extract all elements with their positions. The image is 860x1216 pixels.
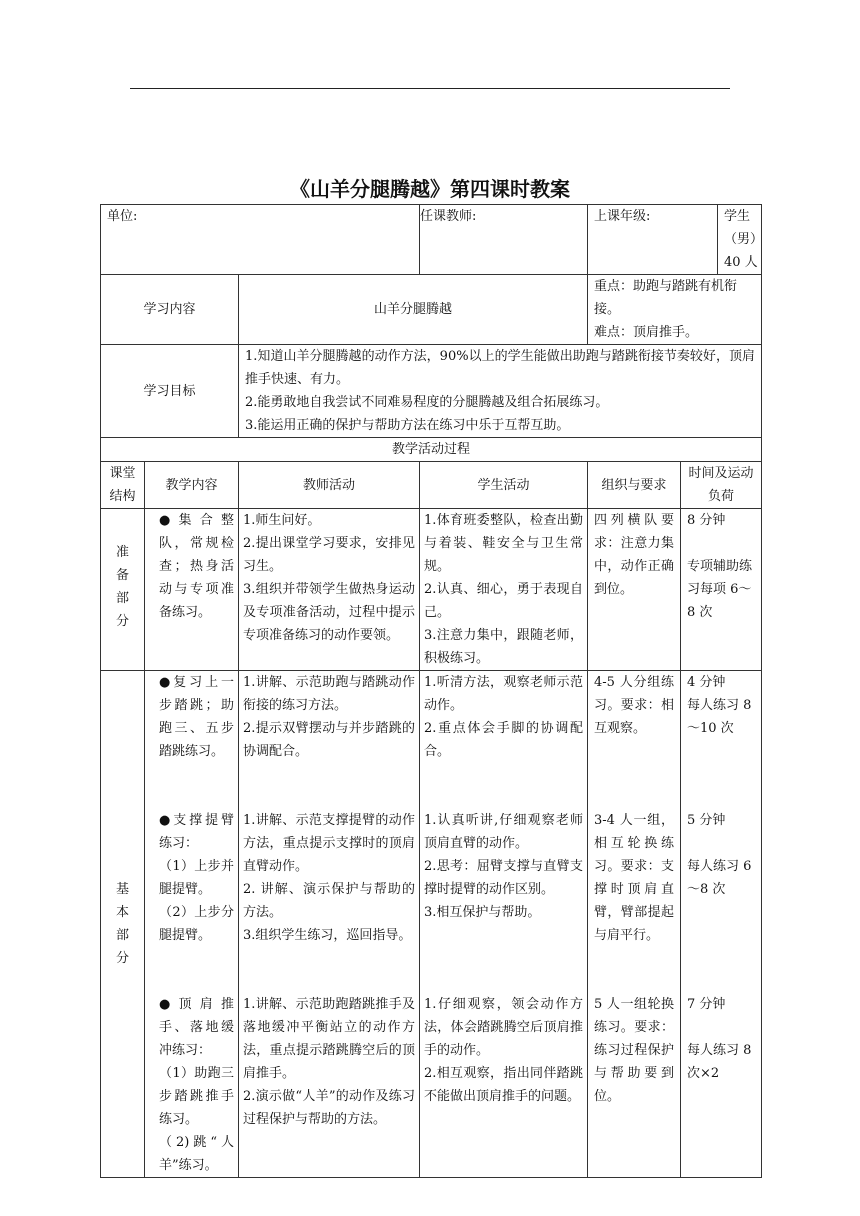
prep-structure-char: 备 <box>115 568 129 583</box>
basic-teacher-item: 1.讲解、示范支撑提臂的动作方法，重点提示支撑时的顶肩直臂动作。 <box>243 813 415 874</box>
prep-teacher-item: 1.师生问好。 <box>243 513 321 528</box>
prep-structure-char: 分 <box>115 614 129 629</box>
basic-content-item: ●顶肩推手、落地缓冲练习： <box>159 997 234 1058</box>
basic-teacher-item: 2.演示做“人羊”的动作及练习过程保护与帮助的方法。 <box>243 1089 415 1127</box>
basic-row <box>101 671 762 1178</box>
basic-structure <box>101 671 145 1178</box>
prep-time-duration: 8 分钟 <box>687 513 726 528</box>
basic-student-item: 2.相互观察，指出同伴踏跳不能做出顶肩推手的问题。 <box>424 1066 583 1104</box>
basic-teacher-item: 1.讲解、示范助跑与踏跳动作衔接的练习方法。 <box>243 675 415 713</box>
prep-row <box>101 509 762 671</box>
students-cell <box>588 205 762 275</box>
prep-student-item: 1.体育班委整队，检查出勤与着装、鞋安全与卫生常规。 <box>424 513 583 574</box>
goal-item: 2.能勇敢地自我尝试不同难易程度的分腿腾越及组合拓展练习。 <box>245 395 609 410</box>
content-row <box>101 275 762 345</box>
prep-student-item: 2.认真、细心，勇于表现自己。 <box>424 582 583 620</box>
process-title: 教学活动过程 <box>101 438 762 462</box>
basic-time-item: 每人练习 6～8 次 <box>687 859 752 897</box>
basic-content-item: （1）上步并腿提臂。 <box>159 859 234 897</box>
prep-time-load: 专项辅助练习每项 6～8 次 <box>687 559 753 620</box>
header-content: 教学内容 <box>145 462 239 509</box>
basic-teacher-item: 2.提示双臂摆动与并步踏跳的协调配合。 <box>243 721 415 759</box>
basic-org <box>588 671 681 1178</box>
prep-teacher-item: 2.提出课堂学习要求，安排见习生。 <box>243 536 415 574</box>
basic-org-item: 3-4 人一组，相互轮换练习。要求：支撑时顶肩直臂，臂部提起与肩平行。 <box>594 813 674 943</box>
basic-time-item: 5 分钟 <box>687 813 726 828</box>
header-row <box>101 462 762 509</box>
basic-content-item: （1）助跑三步踏跳推手练习。 <box>159 1066 234 1127</box>
prep-structure-char: 准 <box>115 545 129 560</box>
students-count: 学生（男）40 人 <box>724 209 764 270</box>
header-student: 学生活动 <box>420 462 588 509</box>
basic-structure-char: 本 <box>115 905 129 920</box>
goals-row <box>101 345 762 438</box>
lesson-plan-table <box>100 204 762 1178</box>
goal-item: 1.知道山羊分腿腾越的动作方法，90%以上的学生能做出助跑与踏跳衔接节奏较好，顶肩推手快速、有力。 <box>245 349 755 387</box>
content-label: 学习内容 <box>101 275 239 345</box>
basic-content-item: ●复习上一步踏跳；助跑三、五步踏跳练习。 <box>159 675 234 759</box>
basic-student-item: 2.思考：屈臂支撑与直臂支撑时提臂的动作区别。 <box>424 859 583 897</box>
goal-item: 3.能运用正确的保护与帮助方法在练习中乐于互帮互助。 <box>245 418 570 433</box>
basic-teacher-item: 1.讲解、示范助跑踏跳推手及落地缓冲平衡站立的动作方法，重点提示踏跳腾空后的顶肩推手。 <box>243 997 415 1081</box>
prep-content: ●集合整队，常规检查；热身活动与专项准备练习。 <box>145 509 239 671</box>
prep-structure-char: 部 <box>115 591 129 606</box>
basic-structure-char: 分 <box>115 951 129 966</box>
basic-student-item: 1.认真听讲,仔细观察老师顶肩直臂的动作。 <box>424 813 583 851</box>
header-structure: 课堂结构 <box>101 462 145 509</box>
basic-time <box>681 671 762 1178</box>
header-teacher: 教师活动 <box>239 462 420 509</box>
basic-structure-char: 部 <box>115 928 129 943</box>
basic-content-item: （2)跳“人羊”练习。 <box>159 1135 234 1173</box>
grade-cell: 上课年级: <box>588 205 718 274</box>
basic-teacher <box>239 671 420 1178</box>
focus-cell <box>588 275 762 345</box>
basic-student <box>420 671 588 1178</box>
basic-content-item: ●支撑提臂练习： <box>159 813 234 851</box>
prep-teacher-item: 3.组织并带领学生做热身运动及专项准备活动，过程中提示专项准备练习的动作要领。 <box>243 582 415 643</box>
prep-teacher <box>239 509 420 671</box>
unit-cell: 单位: <box>101 205 420 275</box>
focus-text: 重点：助跑与踏跳有机衔接。 <box>594 279 738 317</box>
basic-time-item: 4 分钟 <box>687 675 726 690</box>
content-value: 山羊分腿腾越 <box>239 275 588 345</box>
basic-teacher-item: 3.组织学生练习，巡回指导。 <box>243 928 412 943</box>
difficulty-text: 难点：顶肩推手。 <box>594 325 699 340</box>
basic-time-item: 每人练习 8～10 次 <box>687 698 752 736</box>
header-rule <box>130 88 730 89</box>
header-org: 组织与要求 <box>588 462 681 509</box>
basic-student-item: 3.相互保护与帮助。 <box>424 905 541 920</box>
prep-structure <box>101 509 145 671</box>
teacher-cell: 任课教师: <box>420 205 588 275</box>
basic-time-item: 7 分钟 <box>687 997 726 1012</box>
basic-student-item: 1.听清方法，观察老师示范动作。 <box>424 675 583 713</box>
basic-structure-char: 基 <box>115 882 129 897</box>
basic-student-item: 1.仔细观察，领会动作方法，体会踏跳腾空后顶肩推手的动作。 <box>424 997 583 1058</box>
basic-time-item: 每人练习 8 次×2 <box>687 1043 752 1081</box>
prep-student-item: 3.注意力集中，跟随老师，积极练习。 <box>424 628 583 666</box>
page-title: 《山羊分腿腾越》第四课时教案 <box>290 177 570 201</box>
goals-label: 学习目标 <box>101 345 239 438</box>
goals-cell <box>239 345 762 438</box>
header-time: 时间及运动负荷 <box>681 462 762 509</box>
info-row <box>101 205 762 275</box>
basic-org-item: 5 人一组轮换练习。要求：练习过程保护与帮助要到位。 <box>594 997 674 1104</box>
basic-content <box>145 671 239 1178</box>
prep-student <box>420 509 588 671</box>
prep-time <box>681 509 762 671</box>
basic-teacher-item: 2. 讲解、演示保护与帮助的方法。 <box>243 882 415 920</box>
prep-org: 四列横队要求：注意力集中，动作正确到位。 <box>588 509 681 671</box>
process-title-row <box>101 438 762 462</box>
basic-student-item: 2.重点体会手脚的协调配合。 <box>424 721 583 759</box>
basic-content-item: （2）上步分腿提臂。 <box>159 905 234 943</box>
basic-org-item: 4-5 人分组练习。要求：相互观察。 <box>594 675 674 736</box>
